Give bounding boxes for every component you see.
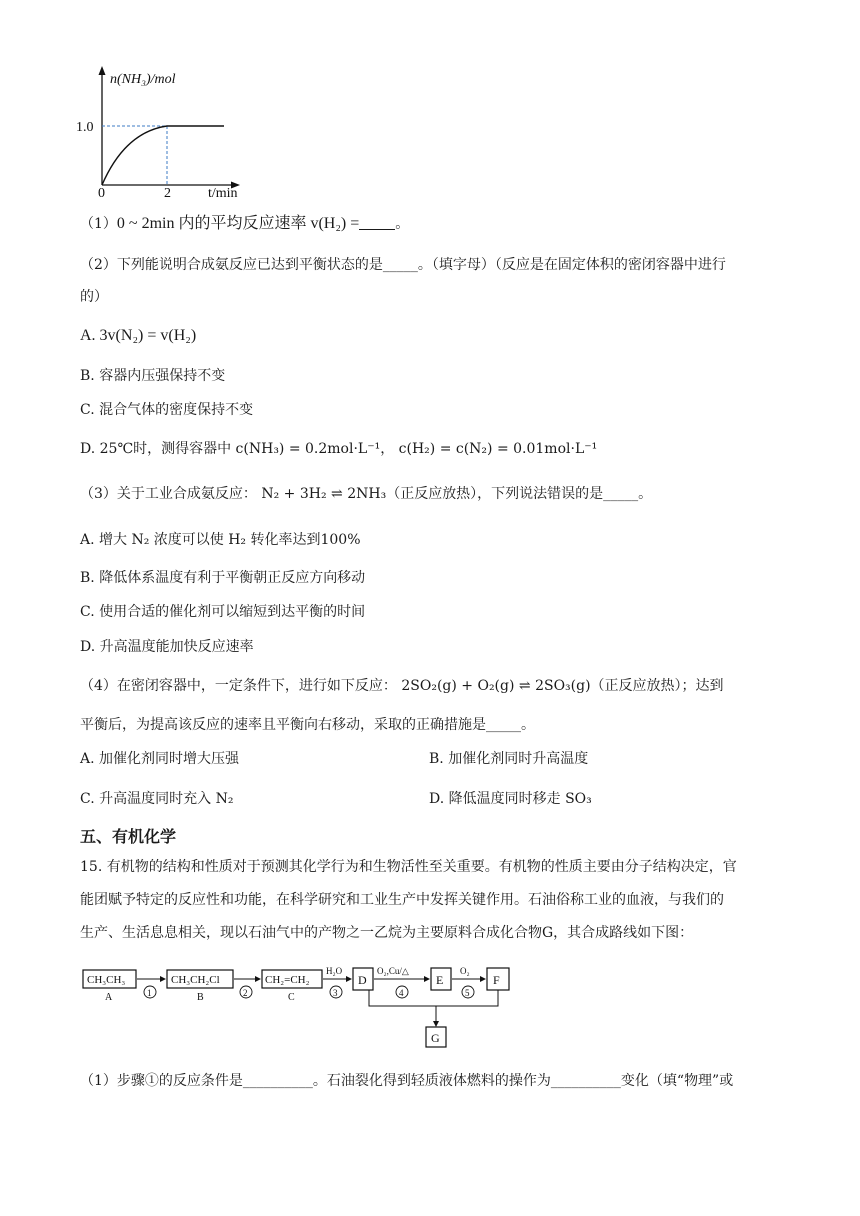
step-2-number: 2 (243, 988, 248, 998)
q4-line1: （4）在密闭容器中，一定条件下，进行如下反应： 2SO₂(g) + O₂(g) ⇌ 2SO₃(g)（正反应放热）；达到 (80, 678, 724, 694)
q4-line2: 平衡后，为提高该反应的速率且平衡向右移动，采取的正确措施是_____。 (80, 717, 535, 733)
box-g-label: G (431, 1031, 440, 1045)
arrow-2-head (255, 976, 261, 982)
section-title: 五、有机化学 (80, 827, 177, 846)
q3-line1: （3）关于工业合成氨反应： N₂ + 3H₂ ⇌ 2NH₃（正反应放热），下列说法错误的是_____。 (80, 486, 653, 502)
nh3-time-graph (70, 60, 260, 200)
synthesis-scheme (80, 960, 520, 1050)
q2-option-b: B. 容器内压强保持不变 (80, 368, 226, 384)
box-c-formula: CH₂=CH₂ (265, 974, 310, 986)
step-5-number: 5 (465, 988, 470, 998)
box-b-formula: CH₃CH₂Cl (171, 974, 220, 986)
arrow-4-head (424, 976, 430, 982)
label-a: A (105, 992, 113, 1003)
q3-option-a: A. 增大 N₂ 浓度可以使 H₂ 转化率达到100% (80, 532, 361, 548)
y-tick-label: 1.0 (76, 120, 94, 135)
q2-line2: 的） (80, 289, 108, 305)
q2-option-d: D. 25℃时，测得容器中 c(NH₃) = 0.2mol·L⁻¹， c(H₂) = c(N₂) = 0.01mol·L⁻¹ (80, 441, 598, 457)
box-d-label: D (358, 973, 367, 987)
q3-option-b: B. 降低体系温度有利于平衡朝正反应方向移动 (80, 570, 366, 586)
q15-line3: 生产、生活息息相关，现以石油气中的产物之一乙烷为主要原料合成化合物G，其合成路线如下图： (80, 925, 694, 941)
arrow-5-head (480, 976, 486, 982)
box-e-label: E (436, 973, 444, 987)
q4-option-b: B. 加催化剂同时升高温度 (429, 751, 589, 767)
y-axis-arrow (99, 66, 106, 75)
step-1-number: 1 (147, 988, 152, 998)
reagent-4: O₂,Cu/△ (377, 966, 409, 976)
box-a-formula: CH₃CH₃ (87, 974, 126, 986)
label-b: B (197, 992, 204, 1003)
q3-option-c: C. 使用合适的催化剂可以缩短到达平衡的时间 (80, 604, 366, 620)
q1-prefix: （1） (80, 216, 117, 232)
step-3-number: 3 (333, 988, 338, 998)
q15-sub1: （1）步骤①的反应条件是__________。石油裂化得到轻质液体燃料的操作为__________变化（填“物理”或 (80, 1073, 734, 1089)
q2-option-c: C. 混合气体的密度保持不变 (80, 402, 254, 418)
q4-option-a: A. 加催化剂同时增大压强 (80, 751, 240, 767)
q4-option-d: D. 降低温度同时移走 SO₃ (429, 791, 592, 807)
q2-line1: （2）下列能说明合成氨反应已达到平衡状态的是_____。（填字母）（反应是在固定体积的密闭容器中进行 (80, 257, 726, 273)
x-axis-label: t/min (208, 186, 238, 200)
q15-line2: 能团赋予特定的反应性和功能，在科学研究和工业生产中发挥关键作用。石油俗称工业的血液，与我们的 (80, 892, 724, 908)
box-f-label: F (493, 973, 500, 987)
q2-option-a: A. 3v(N₂) = v(H₂) (80, 327, 197, 344)
x-tick-label-0: 0 (98, 186, 105, 200)
q3-option-d: D. 升高温度能加快反应速率 (80, 639, 254, 655)
q1-text: 0 ~ 2min 内的平均反应速率 v(H₂) = (116, 215, 360, 232)
q15-line1: 15. 有机物的结构和性质对于预测其化学行为和生物活性至关重要。有机物的性质主要由分子结构决定，官 (80, 859, 737, 875)
reagent-3: H₂O (326, 966, 343, 976)
q4-option-c: C. 升高温度同时充入 N₂ (80, 791, 234, 807)
q1-line (80, 214, 409, 234)
reagent-5: O₂ (460, 966, 470, 976)
q1-end: 。 (395, 216, 410, 232)
y-axis-label: n(NH₃)/mol (110, 72, 176, 87)
label-c: C (288, 992, 295, 1003)
nh3-curve (102, 126, 224, 185)
arrow-1-head (160, 976, 166, 982)
arrow-3-head (346, 976, 352, 982)
connector-d-g-f (369, 990, 498, 1006)
step-4-number: 4 (399, 988, 404, 998)
x-tick-label-2: 2 (164, 186, 171, 200)
q1-answer-blank[interactable] (359, 215, 395, 230)
arrow-to-g-head (433, 1021, 439, 1027)
